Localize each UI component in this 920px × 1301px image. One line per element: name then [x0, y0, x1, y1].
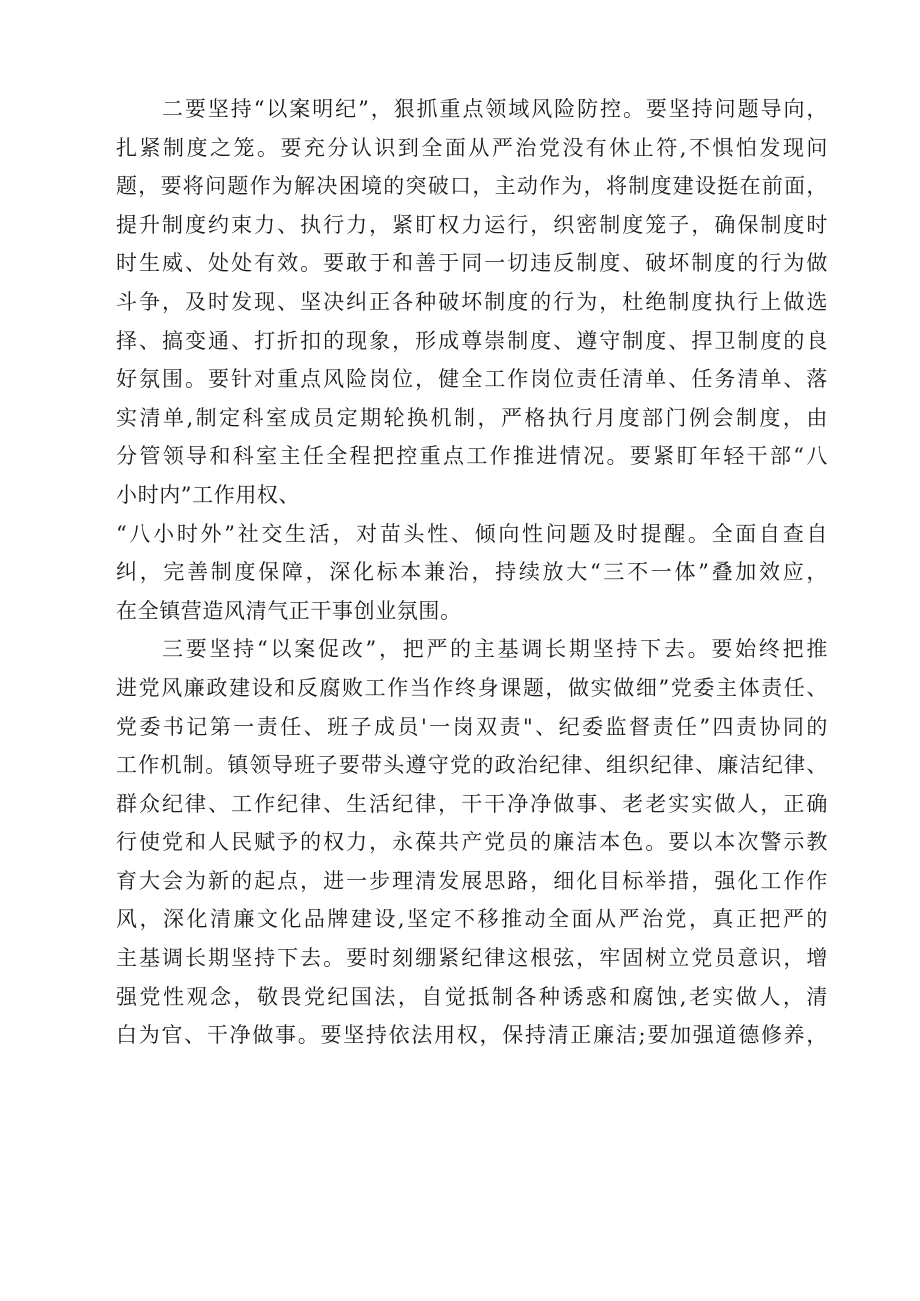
text-line: 提升制度约束力、执行力，紧盯权力运行，织密制度笼子，确保制度时 [116, 212, 828, 237]
text-line: 小时内”工作用权、 [116, 482, 301, 507]
text-line: 在全镇营造风清气正干事创业氛围。 [116, 598, 462, 623]
text-line: 题，要将问题作为解决困境的突破口，主动作为，将制度建设挺在前面， [116, 174, 828, 199]
text-line: 群众纪律、工作纪律、生活纪律，干干净净做事、老老实实做人，正确 [116, 791, 828, 816]
text-line: 扎紧制度之笼。要充分认识到全面从严治党没有休止符,不惧怕发现问 [116, 135, 828, 160]
text-line: 择、搞变通、打折扣的现象，形成尊崇制度、遵守制度、捍卫制度的良 [116, 328, 828, 353]
paragraph-p1 [116, 90, 828, 630]
text-line: 二要坚持“以案明纪”，狠抓重点领域风险防控。要坚持问题导向， [162, 97, 828, 121]
text-line: 风，深化清廉文化品牌建设,坚定不移推动全面从严治党，真正把严的 [116, 907, 828, 932]
text-line: “八小时外”社交生活，对苗头性、倾向性问题及时提醒。全面自查自 [116, 521, 828, 546]
text-line: 实清单,制定科室成员定期轮换机制，严格执行月度部门例会制度，由 [116, 405, 828, 430]
document-body [116, 90, 828, 1055]
text-line: 分管领导和科室主任全程把控重点工作推进情况。要紧盯年轻干部“八 [116, 444, 828, 469]
text-line: 行使党和人民赋予的权力，永葆共产党员的廉洁本色。要以本次警示教 [116, 830, 828, 855]
paragraph-p2 [116, 630, 828, 1055]
text-line: 好氛围。要针对重点风险岗位，健全工作岗位责任清单、任务清单、落 [116, 367, 828, 392]
text-line: 三要坚持“以案促改”，把严的主基调长期坚持下去。要始终把推 [162, 637, 828, 662]
text-line: 党委书记第一责任、班子成员'一岗双责"、纪委监督责任”四责协同的 [116, 714, 828, 739]
text-line: 进党风廉政建设和反腐败工作当作终身课题，做实做细”党委主体责任、 [116, 675, 828, 700]
text-line: 时生威、处处有效。要敢于和善于同一切违反制度、破坏制度的行为做 [116, 251, 828, 276]
text-line: 工作机制。镇领导班子要带头遵守党的政治纪律、组织纪律、廉洁纪律、 [116, 753, 828, 778]
text-line: 白为官、干净做事。要坚持依法用权，保持清正廉洁;要加强道德修养， [116, 1023, 828, 1048]
text-line: 斗争，及时发现、坚决纠正各种破坏制度的行为，杜绝制度执行上做选 [116, 289, 828, 314]
text-line: 主基调长期坚持下去。要时刻绷紧纪律这根弦，牢固树立党员意识，增 [116, 946, 828, 971]
text-line: 强党性观念，敬畏党纪国法，自觉抵制各种诱惑和腐蚀,老实做人，清 [116, 984, 828, 1009]
text-line: 纠，完善制度保障，深化标本兼治，持续放大“三不一体”叠加效应， [116, 560, 828, 585]
text-line: 育大会为新的起点，进一步理清发展思路，细化目标举措，强化工作作 [116, 868, 828, 893]
